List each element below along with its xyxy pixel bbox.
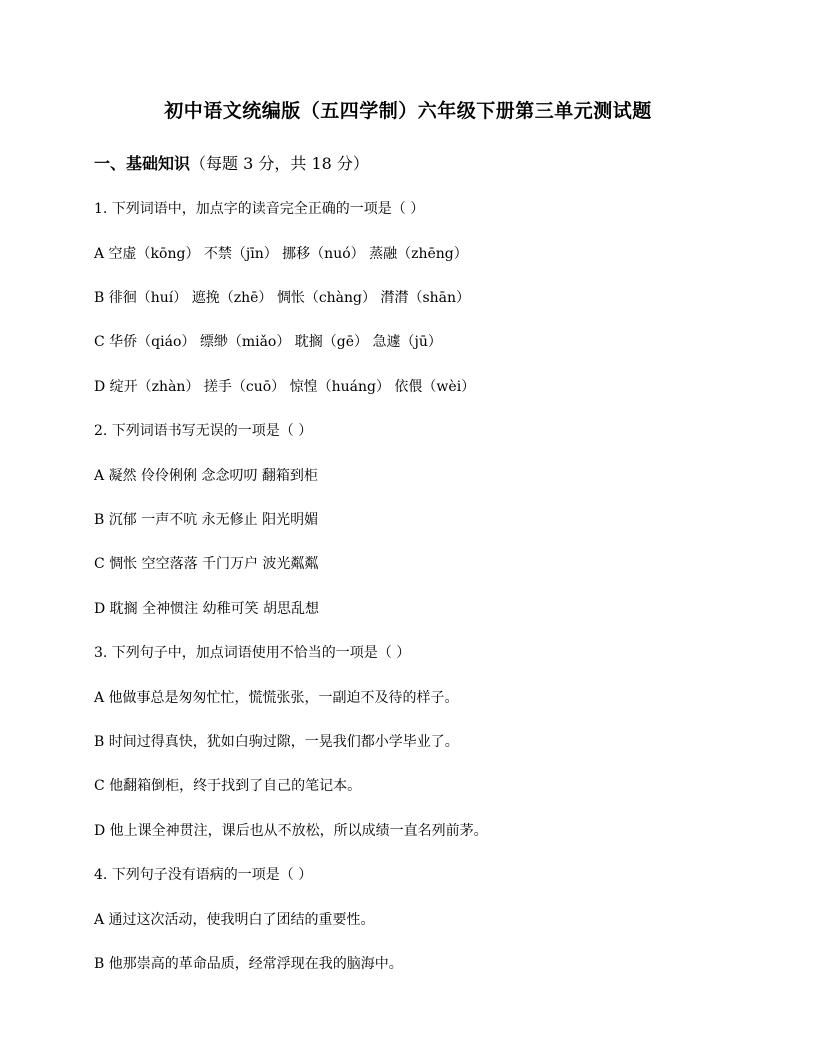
question-4: 4. 下列句子没有语病的一项是（ ）	[94, 867, 313, 883]
q1-option-a: A 空虚（kōng） 不禁（jīn） 挪移（nuó） 蒸融（zhēng）	[94, 246, 468, 262]
q2-option-d: D 耽搁 全神惯注 幼稚可笑 胡思乱想	[94, 601, 320, 617]
question-1: 1. 下列词语中，加点字的读音完全正确的一项是（ ）	[94, 201, 425, 217]
section-heading	[94, 151, 369, 174]
question-2: 2. 下列词语书写无误的一项是（ ）	[94, 423, 313, 439]
q1-option-b: B 徘徊（huí） 遮挽（zhē） 惆怅（chàng） 潸潸（shān）	[94, 290, 471, 306]
document-title: 初中语文统编版（五四学制）六年级下册第三单元测试题	[164, 100, 652, 122]
q2-option-a: A 凝然 伶伶俐俐 念念叨叨 翻箱到柜	[94, 468, 318, 484]
section-heading-note: （每题 3 分，共 18 分）	[190, 154, 369, 173]
q3-option-d: D 他上课全神贯注，课后也从不放松，所以成绩一直名列前茅。	[94, 823, 488, 839]
question-3: 3. 下列句子中，加点词语使用不恰当的一项是（ ）	[94, 645, 411, 661]
q3-option-c: C 他翻箱倒柜，终于找到了自己的笔记本。	[94, 778, 362, 794]
q1-option-c: C 华侨（qiáo） 缥缈（miǎo） 耽搁（gē） 急遽（jū）	[94, 334, 442, 350]
q4-option-a: A 通过这次活动，使我明白了团结的重要性。	[94, 912, 375, 928]
q2-option-b: B 沉郁 一声不吭 永无修止 阳光明媚	[94, 512, 319, 528]
q3-option-b: B 时间过得真快，犹如白驹过隙，一晃我们都小学毕业了。	[94, 734, 459, 750]
q4-option-b: B 他那崇高的革命品质，经常浮现在我的脑海中。	[94, 956, 403, 972]
q2-option-c: C 惆怅 空空落落 千门万户 波光粼粼	[94, 556, 319, 572]
section-heading-main: 一、基础知识	[94, 154, 191, 173]
q3-option-a: A 他做事总是匆匆忙忙，慌慌张张，一副迫不及待的样子。	[94, 690, 459, 706]
q1-option-d: D 绽开（zhàn） 搓手（cuō） 惊惶（huáng） 依偎（wèi）	[94, 379, 476, 395]
